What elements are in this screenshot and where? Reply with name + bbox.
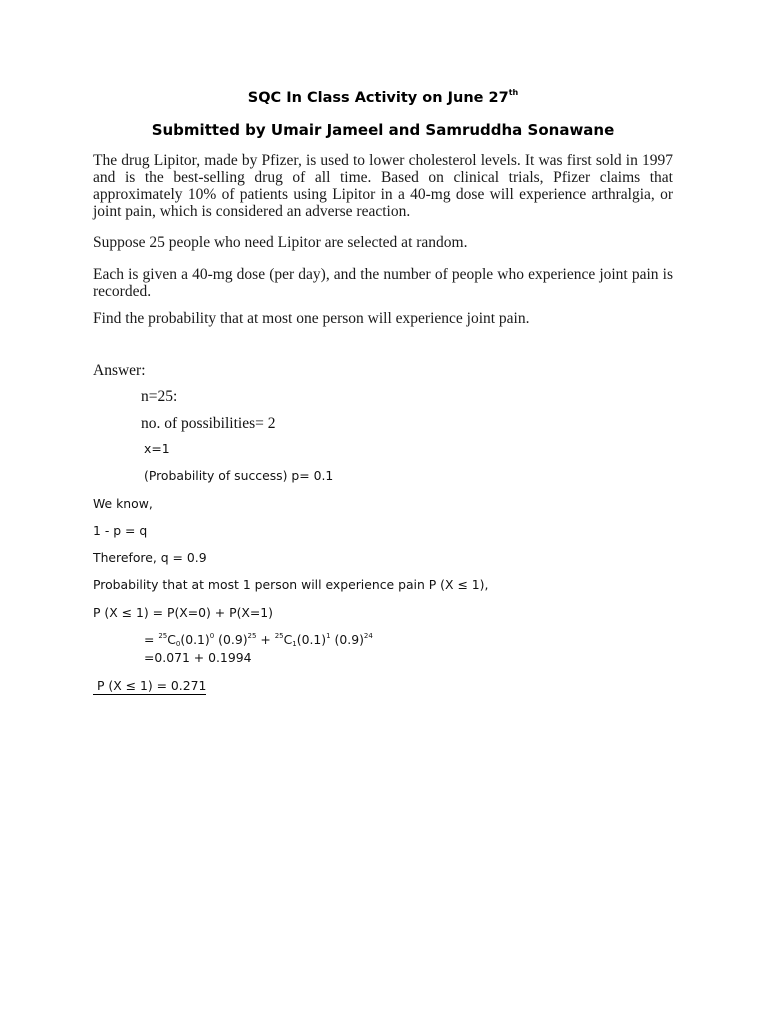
q-value: Therefore, q = 0.9	[93, 550, 207, 565]
probability-statement: Probability that at most 1 person will experience pain P (X ≤ 1),	[93, 577, 489, 592]
dose-paragraph: Each is given a 40-mg dose (per day), and the number of people who experience joint pain is recorded.	[93, 266, 673, 300]
document-subtitle: Submitted by Umair Jameel and Samruddha Sonawane	[151, 121, 615, 139]
task-paragraph: Find the probability that at most one person will experience joint pain.	[93, 310, 530, 327]
document-title: SQC In Class Activity on June 27th	[247, 88, 519, 106]
answer-label: Answer:	[93, 362, 146, 379]
computed-values: =0.071 + 0.1994	[144, 650, 252, 665]
p-value: (Probability of success) p= 0.1	[144, 468, 334, 483]
we-know-text: We know,	[93, 496, 153, 511]
relation-text: 1 - p = q	[93, 523, 148, 538]
final-answer: P (X ≤ 1) = 0.271	[93, 678, 206, 695]
binomial-formula: = $^{25}C_0(0.1)^0$ $(0.9)^{25} + ^{25}C_1(0.1)^1$ $(0.9)^{24}$	[144, 632, 373, 648]
title-superscript: th	[508, 88, 519, 97]
n-value: n=25:	[141, 388, 178, 405]
sample-paragraph: Suppose 25 people who need Lipitor are selected at random.	[93, 234, 468, 251]
x-value: x=1	[144, 441, 170, 456]
possibilities-value: no. of possibilities= 2	[141, 415, 276, 432]
intro-paragraph: The drug Lipitor, made by Pfizer, is used to lower cholesterol levels. It was first sold in 1997 and is the best-selling drug of all time. Based on clinical trials, Pfizer claims that approximately 10% of patients using Lipitor in a 40-mg dose will experience arthralgia, or joint pain, which is considered an adverse reaction.	[93, 152, 673, 220]
probability-sum: P (X ≤ 1) = P(X=0) + P(X=1)	[93, 605, 274, 620]
